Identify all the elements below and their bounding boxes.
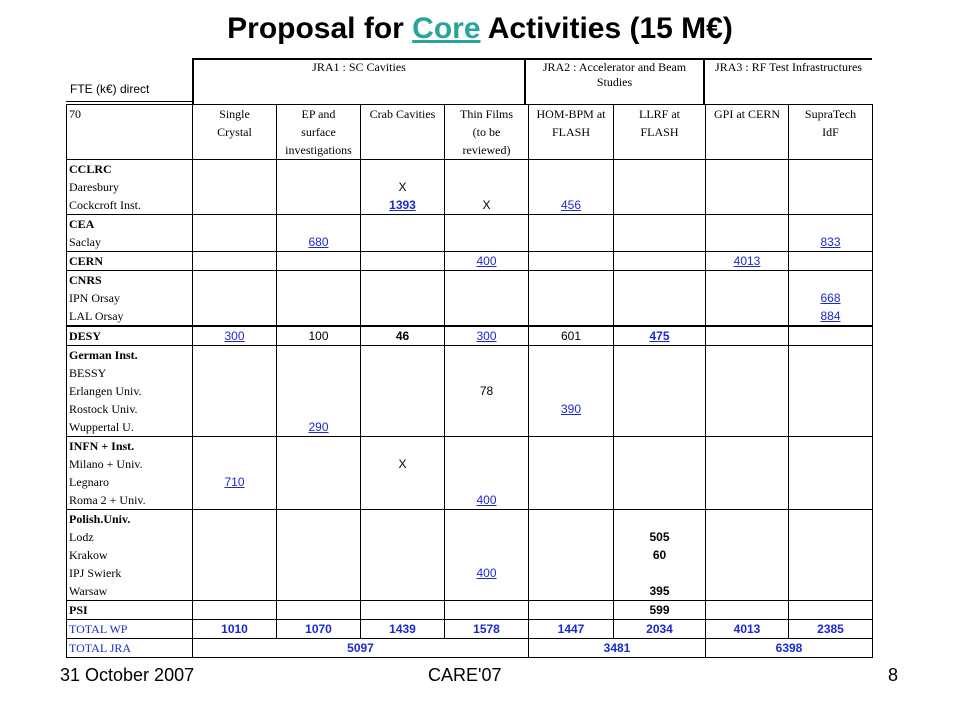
- table-row-cnrs: [67, 271, 873, 327]
- institute-label: BESSY: [69, 366, 107, 380]
- value-cell: 505: [649, 530, 670, 544]
- total-jra-label: TOTAL JRA: [67, 639, 193, 658]
- title-suffix: Activities (15 M€): [480, 12, 733, 45]
- total-wp-value: 1447: [529, 620, 614, 639]
- group-label: CNRS: [69, 273, 102, 287]
- jra2-header: JRA2 : Accelerator and Beam Studies: [542, 60, 687, 89]
- total-jra3-value: 6398: [706, 639, 873, 658]
- col-llrf: LLRF at FLASH: [614, 105, 706, 160]
- institute-label: Milano + Univ.: [69, 457, 143, 471]
- table-row-cea: [67, 215, 873, 252]
- col-single-crystal: Single Crystal: [193, 105, 277, 160]
- value-link[interactable]: 290: [308, 420, 329, 434]
- institute-label: LAL Orsay: [69, 309, 124, 323]
- value-cell: 601: [529, 326, 614, 346]
- table-row-total-wp: [67, 620, 873, 639]
- group-label: German Inst.: [69, 348, 138, 362]
- institute-label: Daresbury: [69, 180, 119, 194]
- value-link[interactable]: 400: [476, 493, 497, 507]
- institute-label: Rostock Univ.: [69, 402, 138, 416]
- value-link[interactable]: 475: [614, 326, 706, 346]
- col-ep-surface: EP and surface investigations: [277, 105, 361, 160]
- institute-label: Krakow: [69, 548, 108, 562]
- value-link[interactable]: 680: [308, 235, 329, 249]
- table-row-desy: [67, 326, 873, 346]
- value-link[interactable]: 456: [560, 198, 582, 212]
- jra1-header: JRA1 : SC Cavities: [312, 60, 406, 74]
- footer-page-number: 8: [888, 665, 899, 685]
- title-prefix: Proposal for: [227, 12, 413, 45]
- institute-label: Cockcroft Inst.: [69, 198, 141, 212]
- total-wp-value: 1010: [193, 620, 277, 639]
- total-wp-value: 2034: [614, 620, 706, 639]
- footer-date: 31 October 2007: [60, 665, 195, 685]
- institute-label: Legnaro: [69, 475, 109, 489]
- total-wp-value: 4013: [706, 620, 789, 639]
- value-link[interactable]: 668: [820, 291, 841, 305]
- institute-label: Wuppertal U.: [69, 420, 134, 434]
- group-label: CEA: [69, 217, 95, 231]
- fte-label: FTE (k€) direct: [70, 82, 150, 96]
- group-label: INFN + Inst.: [69, 439, 135, 453]
- value-link[interactable]: 400: [445, 252, 529, 271]
- col-hom-bpm: HOM-BPM at FLASH: [529, 105, 614, 160]
- table-row-polish: [67, 510, 873, 601]
- col-gpi-cern: GPI at CERN: [706, 105, 789, 160]
- table-row-cclrc: [67, 160, 873, 215]
- total-wp-value: 1578: [445, 620, 529, 639]
- value-link[interactable]: 300: [193, 326, 277, 346]
- value-cell: 78: [479, 384, 494, 398]
- institute-label: Erlangen Univ.: [69, 384, 142, 398]
- jra3-header: JRA3 : RF Test Infrastructures: [715, 60, 862, 74]
- table-row-cern: [67, 252, 873, 271]
- title-link-core[interactable]: Core: [412, 12, 481, 45]
- mark-cell: X: [482, 198, 491, 212]
- institute-label: IPJ Swierk: [69, 566, 122, 580]
- total-wp-value: 1070: [277, 620, 361, 639]
- group-label: DESY: [67, 326, 193, 346]
- institute-label: Lodz: [69, 530, 94, 544]
- column-header-row: [67, 105, 873, 160]
- value-cell: 46: [361, 326, 445, 346]
- slide-title: [0, 12, 960, 46]
- header-first-cell: 70: [67, 105, 193, 160]
- col-crab-cavities: Crab Cavities: [361, 105, 445, 160]
- value-link[interactable]: 390: [560, 402, 582, 416]
- value-cell: 100: [277, 326, 361, 346]
- activities-table: [66, 104, 873, 658]
- value-cell: 395: [649, 584, 670, 598]
- total-wp-value: 2385: [789, 620, 873, 639]
- table-row-psi: [67, 601, 873, 620]
- value-link[interactable]: 400: [476, 566, 497, 580]
- group-label: CERN: [67, 252, 193, 271]
- institute-label: IPN Orsay: [69, 291, 120, 305]
- institute-label: Saclay: [69, 235, 101, 249]
- mark-cell: X: [398, 180, 407, 194]
- total-jra1-value: 5097: [193, 639, 529, 658]
- mark-cell: X: [398, 457, 407, 471]
- table-row-infn: [67, 437, 873, 510]
- value-link[interactable]: 4013: [706, 252, 789, 271]
- footer-event: CARE'07: [428, 665, 502, 685]
- group-label: CCLRC: [69, 162, 112, 176]
- group-label: Polish.Univ.: [69, 512, 131, 526]
- value-cell: 60: [652, 548, 667, 562]
- group-label: PSI: [67, 601, 193, 620]
- col-supratech: SupraTech IdF: [789, 105, 873, 160]
- total-wp-label: TOTAL WP: [67, 620, 193, 639]
- table-row-german: [67, 346, 873, 437]
- total-wp-value: 1439: [361, 620, 445, 639]
- value-link[interactable]: 300: [445, 326, 529, 346]
- institute-label: Warsaw: [69, 584, 108, 598]
- value-cell: 599: [614, 601, 706, 620]
- col-thin-films: Thin Films (to be reviewed): [445, 105, 529, 160]
- table-row-total-jra: [67, 639, 873, 658]
- fte-label-underline: [66, 101, 192, 102]
- value-link[interactable]: 833: [820, 235, 841, 249]
- value-link[interactable]: 884: [820, 309, 841, 323]
- institute-label: Roma 2 + Univ.: [69, 493, 146, 507]
- value-link[interactable]: 710: [224, 475, 245, 489]
- total-jra2-value: 3481: [529, 639, 706, 658]
- value-link[interactable]: 1393: [389, 198, 416, 212]
